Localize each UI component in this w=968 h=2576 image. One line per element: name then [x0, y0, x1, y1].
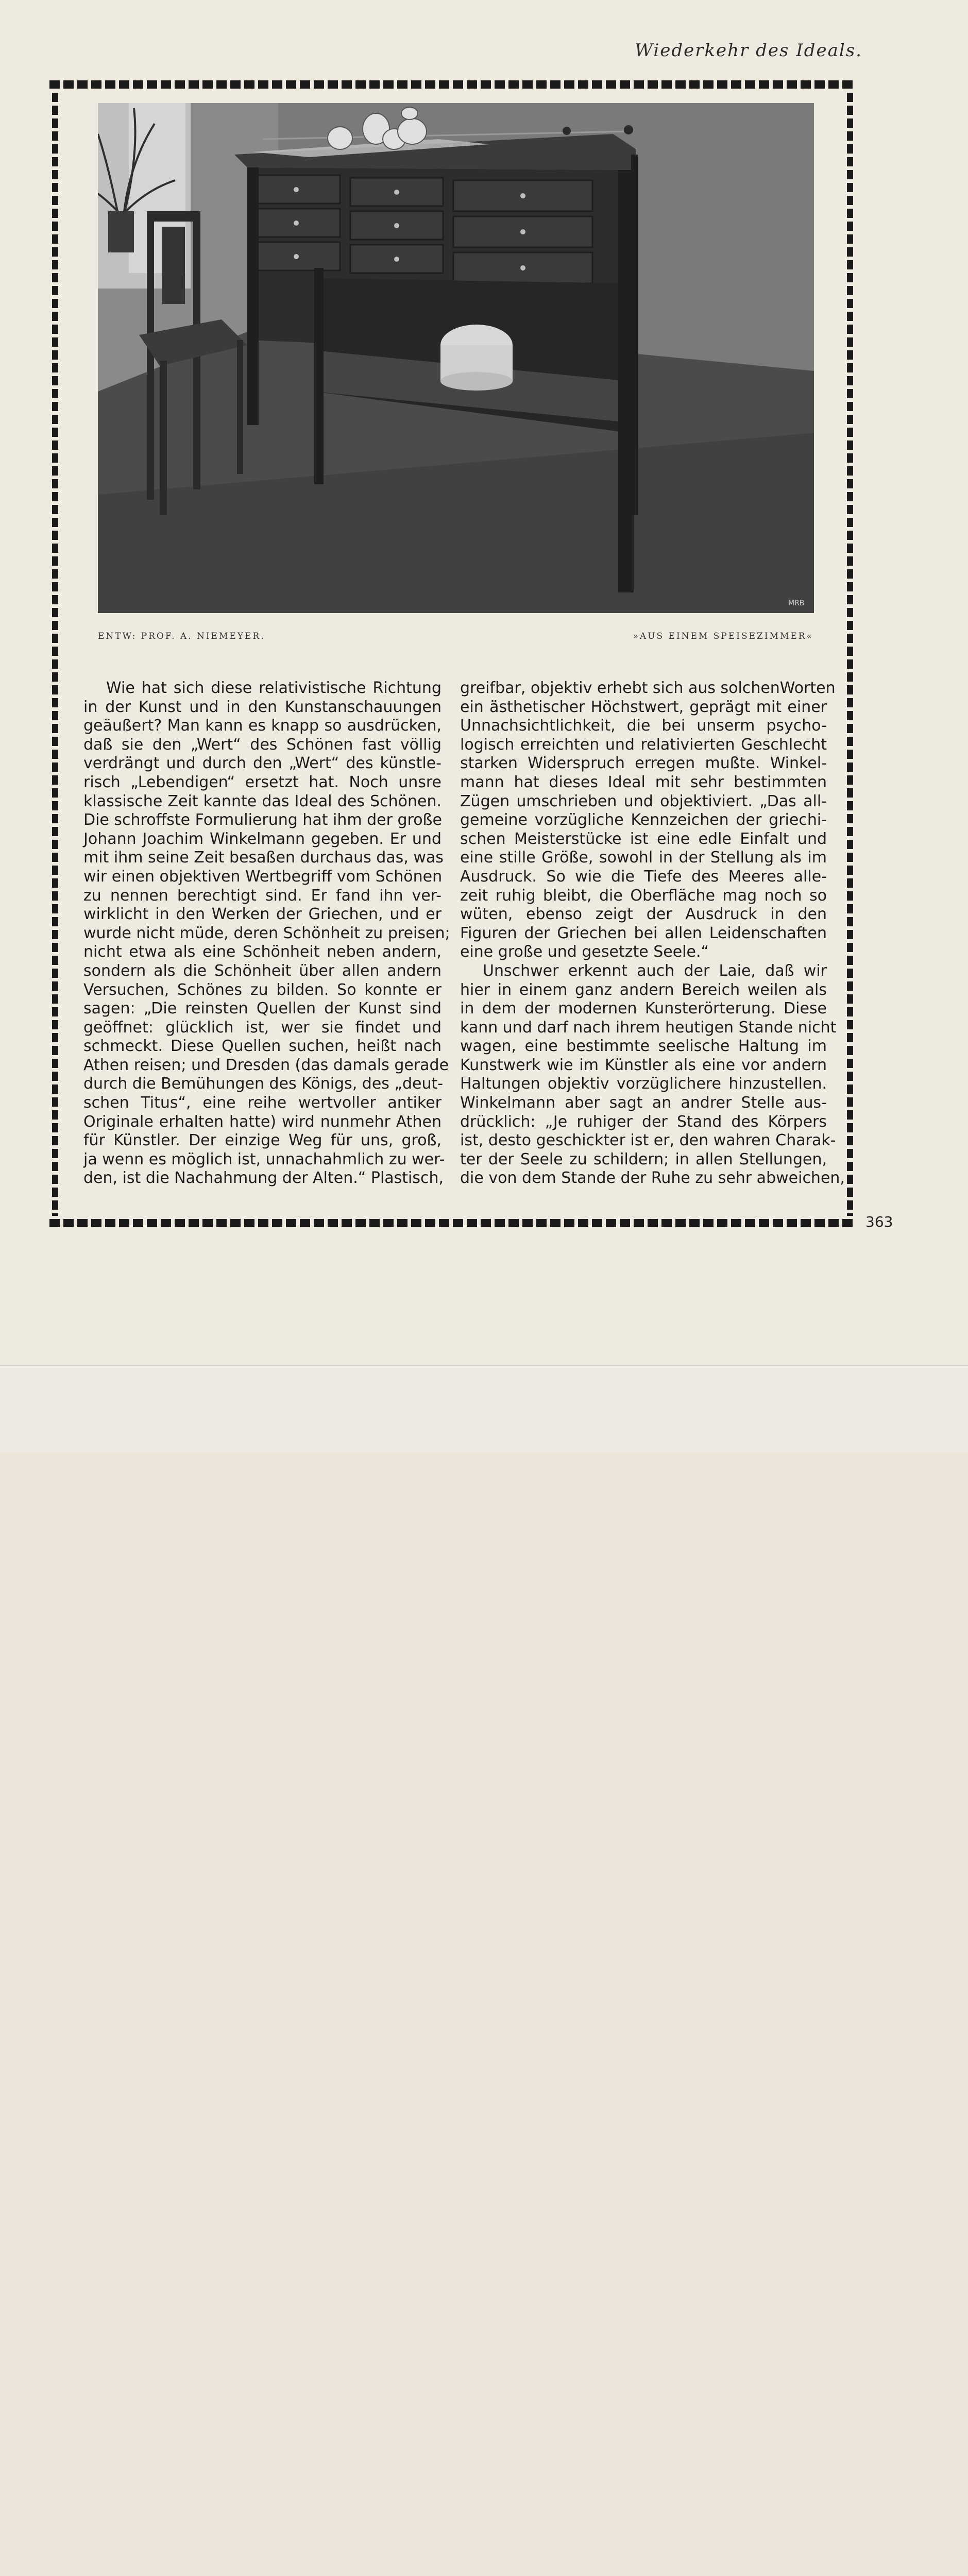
- text-line: geöffnet: glücklich ist, wer sie findet und: [83, 1018, 441, 1037]
- caption-designer: ENTW: PROF. A. NIEMEYER.: [98, 631, 265, 641]
- text-line: für Künstler. Der einzige Weg für uns, groß,: [83, 1131, 441, 1150]
- text-line: Johann Joachim Winkelmann gegeben. Er und: [83, 829, 441, 848]
- text-line: die von dem Stande der Ruhe zu sehr abweichen,: [460, 1169, 845, 1188]
- text-line: mann hat dieses Ideal mit sehr bestimmten: [460, 773, 827, 791]
- text-line: Die schroffste Formulierung hat ihm der große: [83, 811, 442, 829]
- text-line: ist, desto geschickter ist er, den wahren Charak-: [460, 1131, 836, 1150]
- text-line: durch die Bemühungen des Königs, des „deut-: [83, 1075, 444, 1093]
- text-line: Winkelmann aber sagt an andrer Stelle aus-: [460, 1094, 827, 1112]
- text-line: drücklich: „Je ruhiger der Stand des Körpers: [460, 1112, 827, 1131]
- text-line: Athen reisen; und Dresden (das damals gerade: [83, 1056, 449, 1074]
- text-line: Figuren der Griechen bei allen Leidenschaften: [460, 924, 827, 942]
- decorative-border-left: [52, 93, 58, 1216]
- text-line: verdrängt und durch den „Wert“ des künstle-: [83, 754, 441, 773]
- text-line: Kunstwerk wie im Künstler als eine vor andern: [460, 1056, 827, 1074]
- text-line: Wie hat sich diese relativistische Richtung: [106, 679, 441, 697]
- decorative-border-top: [49, 80, 853, 89]
- text-line: ein ästhetischer Höchstwert, geprägt mit einer: [460, 698, 827, 716]
- text-line: wagen, eine bestimmte seelische Haltung im: [460, 1037, 827, 1056]
- text-line: kann und darf nach ihrem heutigen Stande nicht: [460, 1018, 837, 1037]
- caption-title: »AUS EINEM SPEISEZIMMER«: [633, 631, 813, 641]
- text-column-right: [460, 679, 845, 1188]
- running-title: Wiederkehr des Ideals.: [634, 40, 862, 61]
- text-line: logisch erreichten und relativierten Geschlecht: [460, 735, 827, 754]
- text-line: geäußert? Man kann es knapp so ausdrücken,: [83, 717, 441, 735]
- text-line: eine große und gesetzte Seele.“: [460, 943, 709, 961]
- text-line: wurde nicht müde, deren Schönheit zu preisen;: [83, 924, 450, 942]
- text-line: den, ist die Nachahmung der Alten.“ Plastisch,: [83, 1169, 444, 1188]
- text-line: wirklicht in den Werken der Griechen, und er: [83, 905, 441, 924]
- text-line: schen Titus“, eine reihe wertvoller antiker: [83, 1094, 441, 1112]
- text-line: in der Kunst und in den Kunstanschauungen: [83, 698, 441, 716]
- text-line: risch „Lebendigen“ ersetzt hat. Noch unsre: [83, 773, 441, 791]
- text-line: sagen: „Die reinsten Quellen der Kunst sind: [83, 999, 441, 1018]
- text-line: hier in einem ganz andern Bereich weilen als: [460, 980, 827, 999]
- text-line: starken Widerspruch erregen mußte. Winkel-: [460, 754, 827, 773]
- text-line: klassische Zeit kannte das Ideal des Schönen.: [83, 792, 441, 810]
- sideboard-photograph: [98, 103, 814, 613]
- text-line: eine stille Größe, sowohl in der Stellung als im: [460, 849, 827, 867]
- text-column-left: [83, 679, 450, 1188]
- text-line: nicht etwa als eine Schönheit neben andern,: [83, 943, 441, 961]
- text-line: zu nennen berechtigt sind. Er fand ihn ver-: [83, 886, 441, 905]
- text-line: gemeine vorzügliche Kennzeichen der griechi-: [460, 811, 827, 829]
- text-line: zeit ruhig bleibt, die Oberfläche mag noch so: [460, 886, 827, 905]
- text-line: wüten, ebenso zeigt der Ausdruck in den: [460, 905, 827, 924]
- text-line: Versuchen, Schönes zu bilden. So konnte er: [83, 980, 441, 999]
- digitization-footer: [0, 1365, 968, 1452]
- text-line: daß sie den „Wert“ des Schönen fast völlig: [83, 735, 441, 754]
- decorative-border-bottom: [49, 1219, 853, 1227]
- text-line: wir einen objektiven Wertbegriff vom Schönen: [83, 867, 443, 886]
- text-line: mit ihm seine Zeit besaßen durchaus das, was: [83, 849, 444, 867]
- text-line: schen Meisterstücke ist eine edle Einfalt und: [460, 829, 827, 848]
- text-line: schmeckt. Diese Quellen suchen, heißt nach: [83, 1037, 441, 1056]
- text-line: in dem der modernen Kunsterörterung. Diese: [460, 999, 827, 1018]
- text-line: ter der Seele zu schildern; in allen Stellungen,: [460, 1150, 827, 1168]
- photographer-monogram: MRB: [788, 599, 805, 607]
- text-line: Haltungen objektiv vorzüglichere hinzustellen.: [460, 1075, 827, 1093]
- decorative-border-right: [847, 93, 853, 1216]
- text-line: greifbar, objektiv erhebt sich aus solchenWorten: [460, 679, 836, 697]
- text-line: Zügen umschrieben und objektiviert. „Das all-: [460, 792, 827, 810]
- text-line: ja wenn es möglich ist, unnachahmlich zu wer-: [83, 1150, 445, 1168]
- text-line: Unschwer erkennt auch der Laie, daß wir: [483, 961, 827, 980]
- text-line: Ausdruck. So wie die Tiefe des Meeres alle-: [460, 867, 827, 886]
- text-line: Originale erhalten hatte) wird nunmehr Athen: [83, 1112, 441, 1131]
- text-line: sondern als die Schönheit über allen andern: [83, 961, 441, 980]
- page-number: 363: [865, 1213, 893, 1230]
- text-line: Unnachsichtlichkeit, die bei unserm psycho-: [460, 717, 827, 735]
